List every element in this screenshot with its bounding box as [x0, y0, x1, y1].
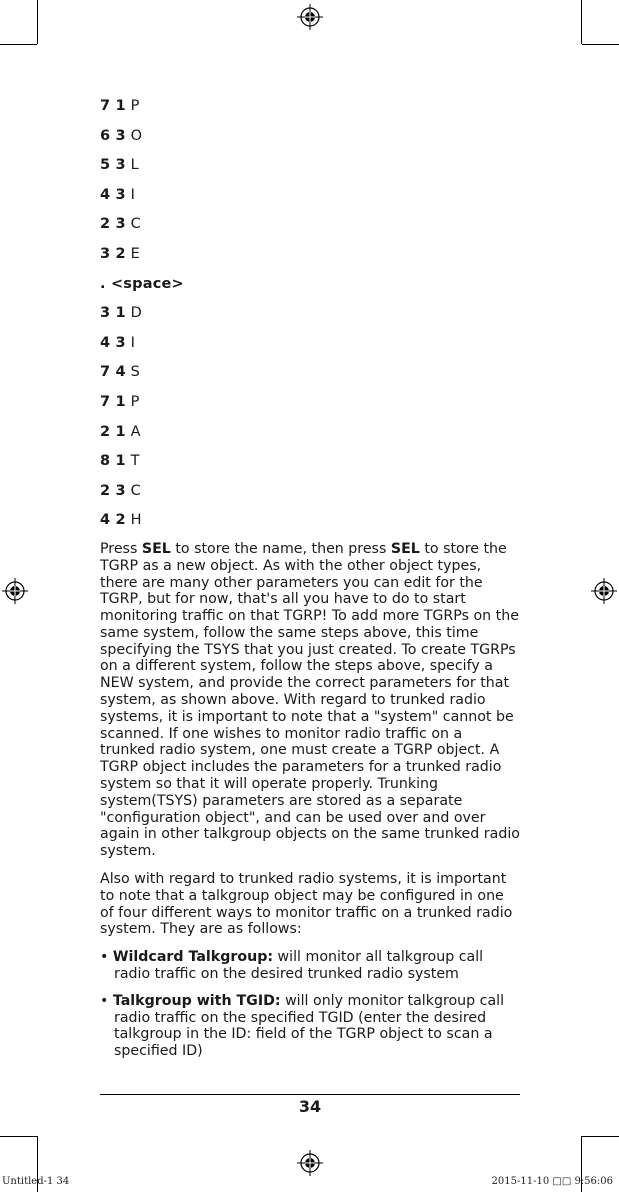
- key-entry: 7 4 S: [100, 364, 141, 381]
- slug-right: 2015-11-10 □□ 9:56:06: [491, 1176, 613, 1187]
- key-entry: 2 3 C: [100, 216, 141, 233]
- key-entry: 8 1 T: [100, 453, 140, 470]
- page-number: 34: [298, 1097, 322, 1116]
- key-entry: 3 1 D: [100, 305, 143, 322]
- footer-divider: [100, 1094, 520, 1095]
- registration-mark-icon: [2, 578, 28, 604]
- key-entry: 2 3 C: [100, 482, 141, 499]
- bullet-talkgroup-with-tgid: • Talkgroup with TGID: will only monitor talkgroup call radio traffic on the specified TGID (enter the desired talkgroup in the ID: field of the TGRP object to scan a specified ID): [100, 992, 505, 1060]
- key-entry: 5 3 L: [100, 157, 139, 174]
- registration-mark-icon: [297, 1150, 323, 1176]
- key-entry: 4 2 H: [100, 512, 142, 529]
- slug-left: Untitled-1 34: [2, 1176, 70, 1187]
- key-entry: 6 3 O: [100, 127, 143, 144]
- key-entry: 7 1 P: [100, 98, 140, 114]
- key-entry: . <space>: [100, 275, 184, 292]
- bullet-wildcard-talkgroup: • Wildcard Talkgroup: will monitor all talkgroup call radio traffic on the desired trunked radio system: [100, 949, 484, 983]
- crop-mark-bottom-left-h: [0, 1136, 37, 1137]
- crop-mark-top-left-h: [0, 44, 37, 45]
- talkgroup-config-paragraph: Also with regard to trunked radio systems, it is important to note that a talkgroup object may be configured in one of four different ways to monitor traffic on a trunked radio system. They are as follows:: [100, 871, 513, 938]
- crop-mark-top-right-v: [581, 0, 582, 44]
- page-content: [100, 97, 520, 1070]
- key-entry: 3 2 E: [100, 245, 141, 262]
- key-entry: 4 3 I: [100, 186, 136, 203]
- key-entry: 4 3 I: [100, 334, 136, 351]
- key-entry: 2 1 A: [100, 423, 141, 440]
- crop-mark-bottom-right-h: [582, 1136, 619, 1137]
- key-entry-list: [100, 97, 520, 529]
- registration-mark-icon: [591, 578, 617, 604]
- registration-mark-icon: [297, 4, 323, 30]
- store-tgrp-paragraph: Press SEL to store the name, then press SEL to store the TGRP as a new object. As with the other object types, there are many other parameters you can edit for the TGRP, but for now, that's all you have to do to start monitoring traffic on that TGRP! To add more TGRPs on the same system, follow the same steps above, this time specifying the TSYS that you just created. To create TGRPs on a different system, follow the steps above, specify a NEW system, and provide the correct parameters for that system, as shown above. With regard to trunked radio systems, it is important to note that a "system" cannot be scanned. If one wishes to monitor radio traffic on a trunked radio system, one must create a TGRP object. A TGRP object includes the parameters for a trunked radio system so that it will operate properly. Trunking system(TSYS) parameters are stored as a separate "configuration object", and can be used over and over again in other talkgroup objects on the same trunked radio system.: [100, 540, 520, 860]
- crop-mark-top-left-v: [37, 0, 38, 44]
- key-entry: 7 1 P: [100, 393, 140, 410]
- crop-mark-top-right-h: [582, 44, 619, 45]
